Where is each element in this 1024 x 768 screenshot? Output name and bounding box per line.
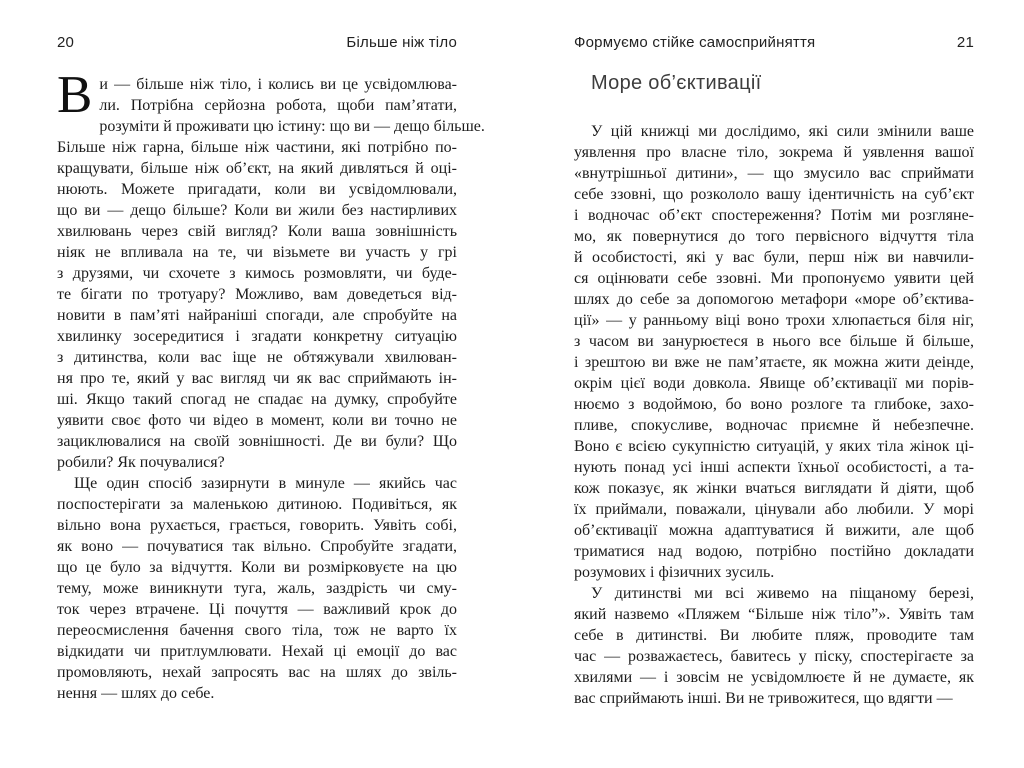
page-number-left: 20 xyxy=(57,34,75,51)
text-line: який назвемо «Пляжем “Більше ніж тіло”». Уявіть там xyxy=(574,606,974,623)
page-header-left xyxy=(57,34,457,51)
text-line: об’єктивації можна адаптуватися й вижити, але щоб xyxy=(574,522,974,539)
text-line: У цій книжці ми дослідимо, які сили змінили ваше xyxy=(591,123,974,140)
text-line: Ще один спосіб зазирнути в минуле — якийсь час xyxy=(74,475,457,492)
text-line: з дитинства, коли вас іще не обтяжували хвилюван- xyxy=(57,349,457,366)
text-line: з часом ви занурюєтеся в нього все більше й більше, xyxy=(574,333,974,350)
text-line: хвилювань через свій вигляд? Коли ваша зовнішність xyxy=(57,223,457,240)
text-line: промовляють, нехай запросять вас на шлях до звіль- xyxy=(57,664,457,681)
text-line: ції» — у ранньому віці воно трохи хлюпається біля ніг, xyxy=(574,312,974,329)
text-line: и — більше ніж тіло, і колись ви це усвідомлюва- xyxy=(99,76,457,93)
drop-cap: В xyxy=(57,66,93,124)
text-line: те бігати по тротуару? Можливо, вам доведеться від- xyxy=(57,286,457,303)
text-line: кож показує, як жінки вчаться виглядати й діяти, щоб xyxy=(574,480,974,497)
running-head-left: Більше ніж тіло xyxy=(346,34,457,51)
paragraph xyxy=(574,583,974,709)
text-line: уявити своє фото чи відео в момент, коли ви точно не xyxy=(57,412,457,429)
text-line: вас сприймають інші. Ви не тривожитеся, що вдягти — xyxy=(574,690,953,707)
text-line: ся оцінювати себе ззовні. Ми пропонуємо уявити цей xyxy=(574,270,974,287)
text-line: «внутрішньої дитини», — що змусило вас сприймати xyxy=(574,165,974,182)
text-line: що це було за відчуття. Коли ви розмірковуєте на цю xyxy=(57,559,457,576)
text-line: з друзями, чи схочете з кимось розмовляти, чи буде- xyxy=(57,265,457,282)
text-line: поспостерігати за маленькою дитиною. Подивіться, як xyxy=(57,496,457,513)
text-line: їх приймали, поважали, цінували або любили. У морі xyxy=(574,501,974,518)
text-line: шлях до себе за допомогою метафори «море об’єктива- xyxy=(574,291,974,308)
text-line: нюють. Можете пригадати, коли ви усвідомлювали, xyxy=(57,181,457,198)
text-line: що ви — дещо більше? Коли ви жили без настирливих xyxy=(57,202,457,219)
page-right xyxy=(574,0,974,768)
running-head-right: Формуємо стійке самосприйняття xyxy=(574,34,816,51)
text-line: розуміти й проживати цю істину: що ви — дещо більше. xyxy=(99,118,485,135)
text-line: кращувати, більше ніж об’єкт, на який дивляться й оці- xyxy=(57,160,457,177)
text-line: як воно — почуватися так вільно. Спробуйте згадати, xyxy=(57,538,457,555)
text-line: хвилинку зосередитися і згадати конкретну ситуацію xyxy=(57,328,457,345)
text-line: новити в пам’яті найраніші спогади, але спробуйте на xyxy=(57,307,457,324)
text-line: зациклювалися на своїй зовнішності. Де ви були? Що xyxy=(57,433,457,450)
text-line: відкидати чи притлумлювати. Нехай ці емоції до вас xyxy=(57,643,457,660)
text-line: нення — шлях до себе. xyxy=(57,685,215,702)
text-line: нюємо з водоймою, бо воно розлоге та глибоке, захо- xyxy=(574,396,974,413)
page-header-right xyxy=(574,34,974,51)
text-line: переосмислення бачення свого тіла, тож не варто їх xyxy=(57,622,457,639)
text-line: уявлення про власне тіло, зокрема й уявлення вашої xyxy=(574,144,974,161)
paragraph xyxy=(574,121,974,583)
text-line: нують понад усі інші аспекти їхньої особистості, а та- xyxy=(574,459,974,476)
page-left xyxy=(57,0,485,768)
section-heading: Море об’єктивації xyxy=(591,72,762,94)
text-line: ли. Потрібна серйозна робота, щоби пам’ятати, xyxy=(99,97,457,114)
text-line: триматися над водою, потрібно постійно докладати xyxy=(574,543,974,560)
text-line: і зрештою ви вже не пам’ятаєте, як можна жити деінде, xyxy=(574,354,974,371)
text-line: ток через втрачене. Ці почуття — важливий крок до xyxy=(57,601,457,618)
paragraph xyxy=(57,66,485,473)
text-line: ня про те, який у вас вигляд чи як вас сприймають ін- xyxy=(57,370,457,387)
text-line: мо, як повернутися до того первісного відчуття тіла xyxy=(574,228,974,245)
text-line: вільно вона рухається, грається, говорить. Уявіть собі, xyxy=(57,517,457,534)
text-line: Більше ніж гарна, більше ніж частини, які потрібно по- xyxy=(57,139,457,156)
text-line: пливе, спокусливе, водночас приємне й небезпечне. xyxy=(574,417,974,434)
text-line: час — розважаєтесь, бавитесь у піску, спостерігаєте за xyxy=(574,648,974,665)
page-number-right: 21 xyxy=(956,34,974,51)
text-line: розумових і фізичних зусиль. xyxy=(574,564,775,581)
text-line: робили? Як почувалися? xyxy=(57,454,225,471)
text-line: ші. Якщо такий спогад не спадає на думку, спробуйте xyxy=(57,391,457,408)
paragraph xyxy=(57,473,457,704)
text-line: тему, може виникнути туга, жаль, заздрість чи сму- xyxy=(57,580,457,597)
text-line: У дитинстві ми всі живемо на піщаному березі, xyxy=(591,585,974,602)
text-line: й особистості, які у вас були, перш ніж ви навчили- xyxy=(574,249,974,266)
text-line: окрім цієї води довкола. Явище об’єктивації ми порів- xyxy=(574,375,974,392)
text-line: себе ззовні, що розкололо вашу ідентичність на суб’єкт xyxy=(574,186,974,203)
body-text-right xyxy=(574,121,974,709)
body-text-left xyxy=(57,66,485,704)
text-line: Воно є всією сукупністю ситуацій, у яких тіла жінок ці- xyxy=(574,438,974,455)
text-line: і водночас об’єкт спостереження? Потім ми розгляне- xyxy=(574,207,974,224)
text-line: ніяк не впливала на те, чи візьмете ви участь у грі xyxy=(57,244,457,261)
text-line: хвилями — і зовсім не усвідомлюєте й не думаєте, як xyxy=(574,669,974,686)
text-line: себе в дитинстві. Ви любите пляж, проводите там xyxy=(574,627,974,644)
